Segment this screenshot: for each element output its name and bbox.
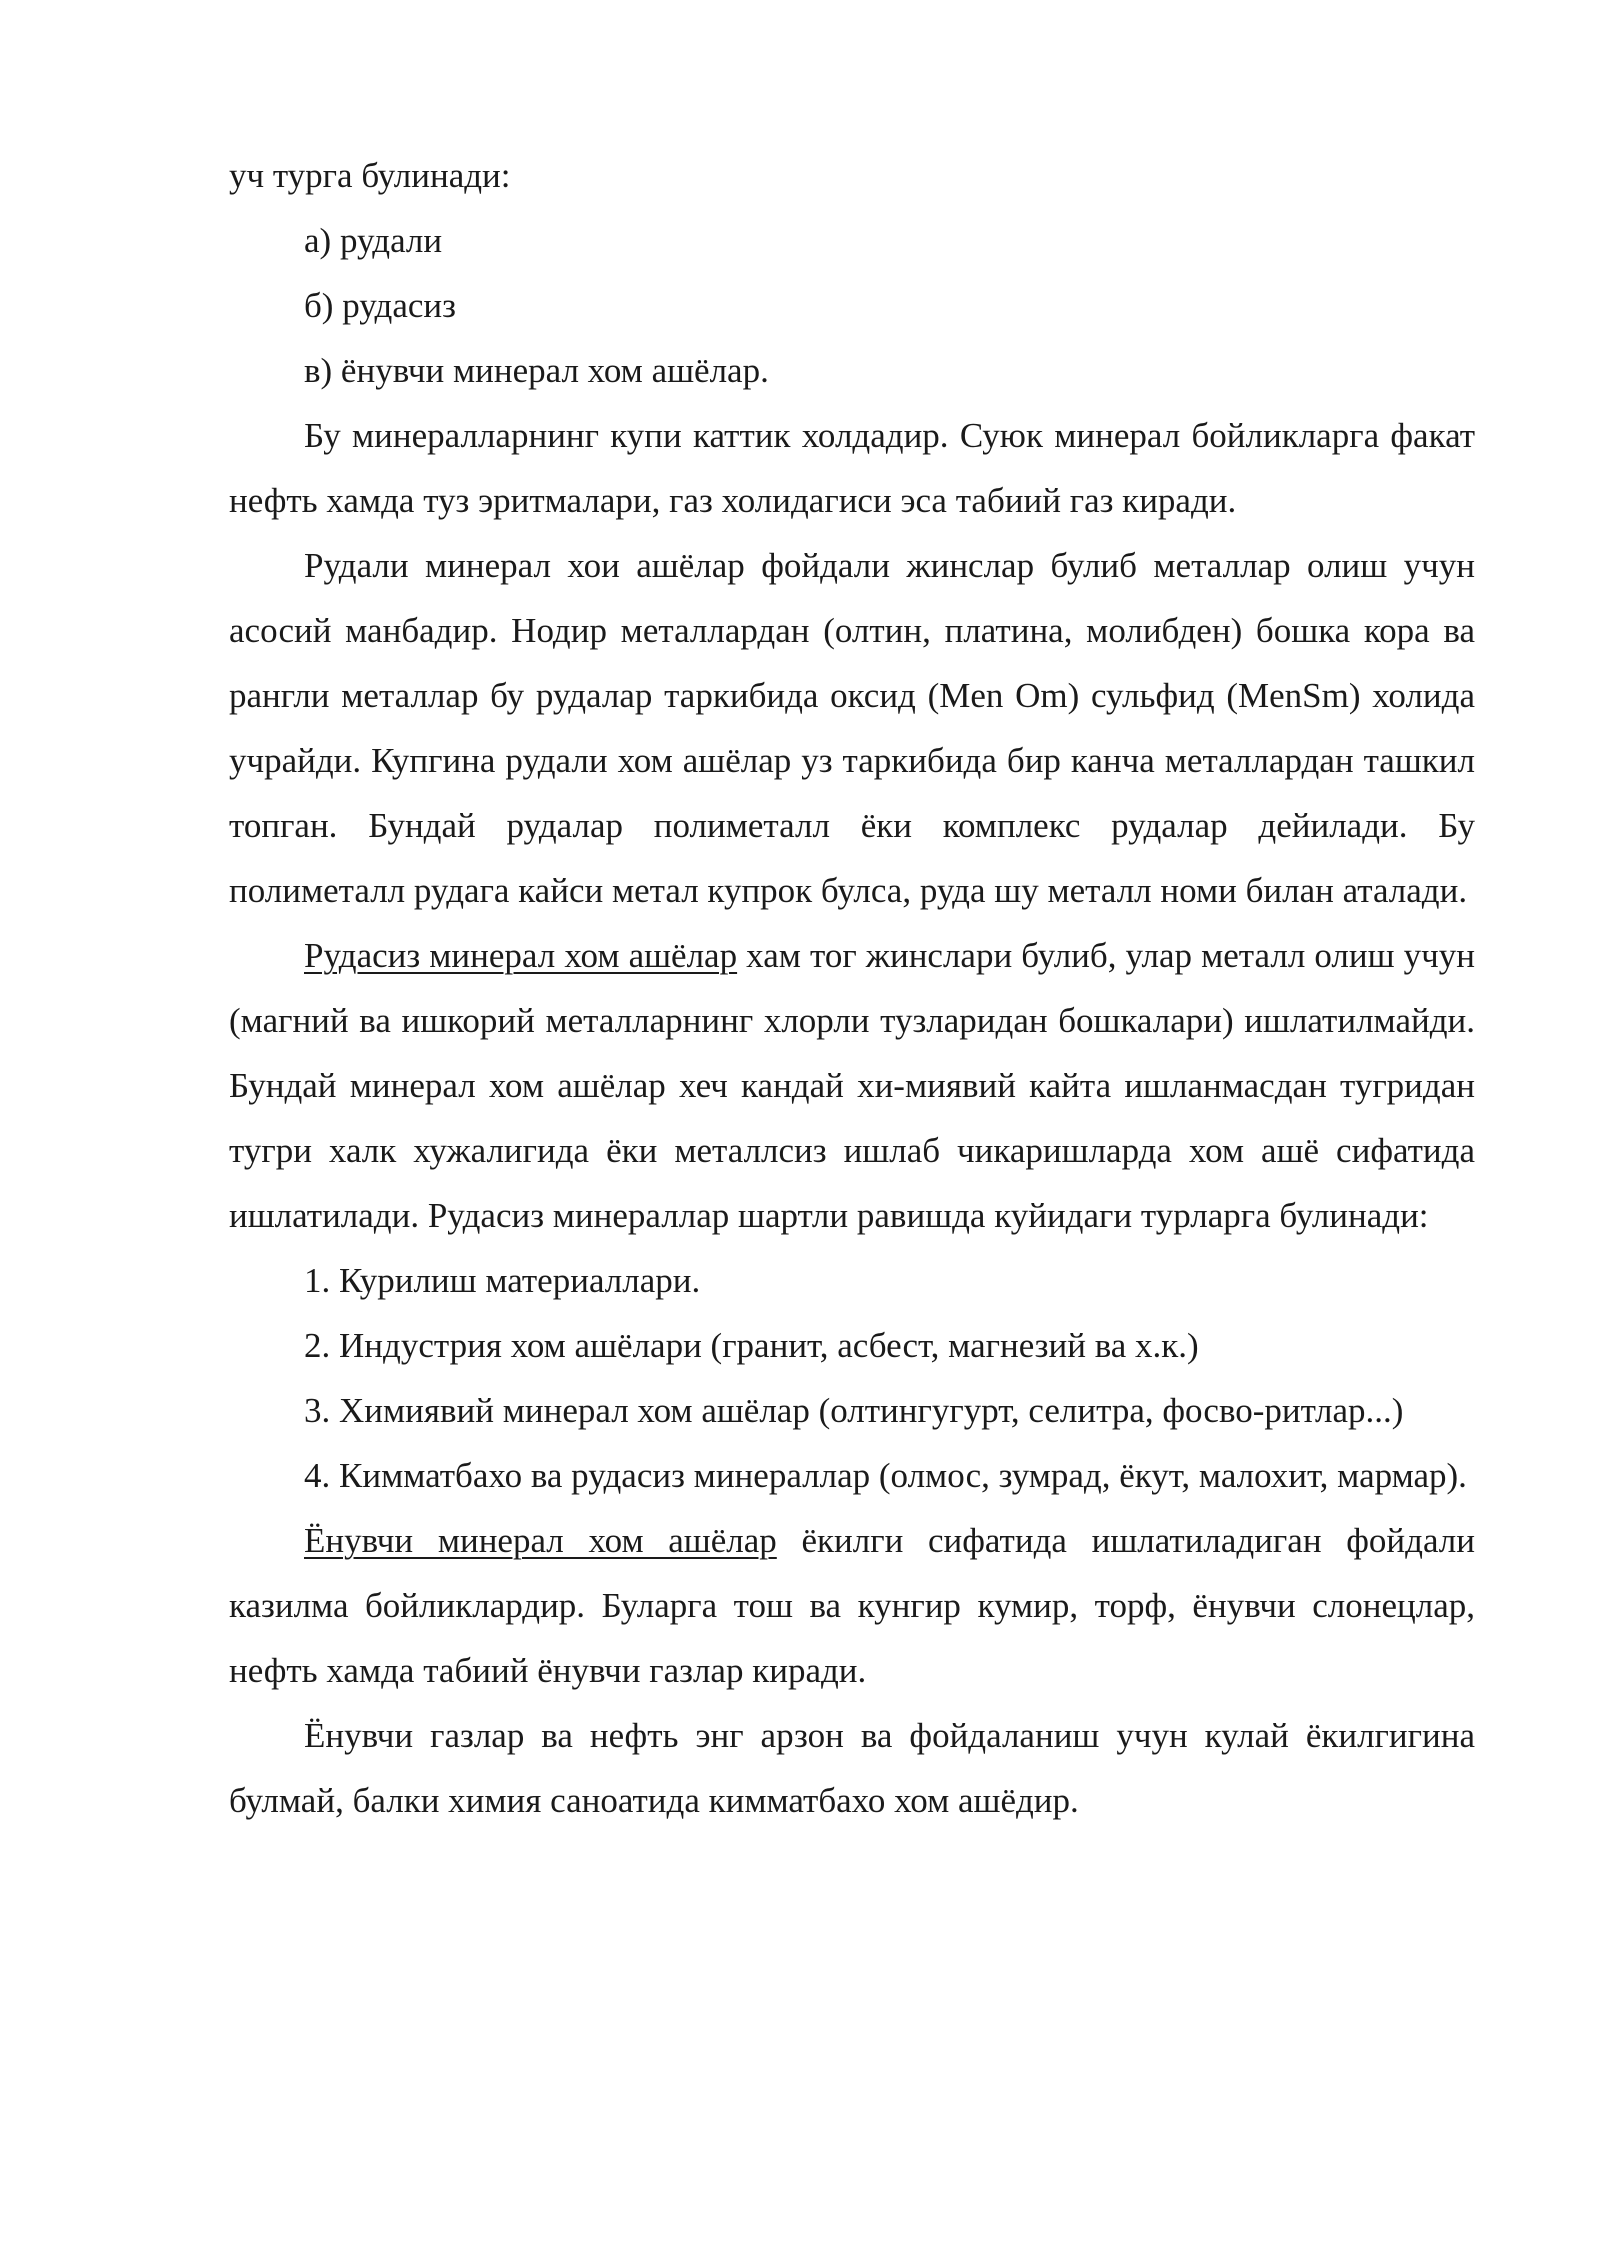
list-item-ore: а) рудали [304, 221, 443, 260]
list-item-precious: 4. Кимматбахо ва рудасиз минераллар (олмос, зумрад, ёкут, малохит, мармар). [304, 1456, 1467, 1495]
paragraph-gas-oil: Ёнувчи газлар ва нефть энг арзон ва фойдаланиш учун кулай ёкилгигина булмай, балки химия саноатида кимматбахо хом ашёдир. [229, 1716, 1475, 1820]
list-item-non-ore: б) рудасиз [304, 286, 456, 325]
document-body [229, 143, 1475, 1833]
paragraph-text: ёкилги сифатида ишлатиладиган фойдали казилма бойликлардир. Буларга тош ва кунгир кумир, торф, ёнувчи слонецлар, нефть хамда табиий ёнувчи газлар киради. [229, 1521, 1475, 1690]
underlined-term-non-ore: Рудасиз минерал хом ашёлар [304, 936, 738, 975]
paragraph-ore-minerals: Рудали минерал хои ашёлар фойдали жинслар булиб металлар олиш учун асосий манбадир. Нодир металлардан (олтин, платина, молибден) бошка кора ва рангли металлар бу рудалар таркибида оксид (Men Om) сульфид (MenSm) холида учрайди. Купгина рудали хом ашёлар уз таркибида бир канча металлардан ташкил топган. Бундай рудалар полиметалл ёки комплекс рудалар дейилади. Бу полиметалл рудага кайси метал купрок булса, руда шу металл номи билан аталади. [229, 546, 1475, 910]
list-item-industry: 2. Индустрия хом ашёлари (гранит, асбест, магнезий ва х.к.) [304, 1326, 1199, 1365]
list-item-construction: 1. Курилиш материаллари. [304, 1261, 701, 1300]
underlined-term-fuel: Ёнувчи минерал хом ашёлар [304, 1521, 777, 1560]
paragraph-intro: уч турга булинади: [229, 156, 511, 195]
paragraph-text: хам тог жинслари булиб, улар металл олиш учун (магний ва ишкорий металларнинг хлорли тузларидан бошкалари) ишлатилмайди. Бундай минерал хом ашёлар хеч кандай хи-миявий кайта ишланмасдан тугридан тугри халк хужалигида ёки металлсиз ишлаб чикаришларда хом ашё сифатида ишлатилади. Рудасиз минераллар шартли равишда куйидаги турларга булинади: [229, 936, 1475, 1235]
paragraph-fuel-minerals [229, 1508, 1475, 1703]
paragraph-non-ore-minerals [229, 923, 1475, 1248]
list-item-fuel: в) ёнувчи минерал хом ашёлар. [304, 351, 769, 390]
paragraph-solid-minerals: Бу минералларнинг купи каттик холдадир. Суюк минерал бойликларга факат нефть хамда туз эритмалари, газ холидагиси эса табиий газ киради. [229, 416, 1475, 520]
list-item-chemical: 3. Химиявий минерал хом ашёлар (олтингугурт, селитра, фосво-ритлар...) [304, 1391, 1404, 1430]
